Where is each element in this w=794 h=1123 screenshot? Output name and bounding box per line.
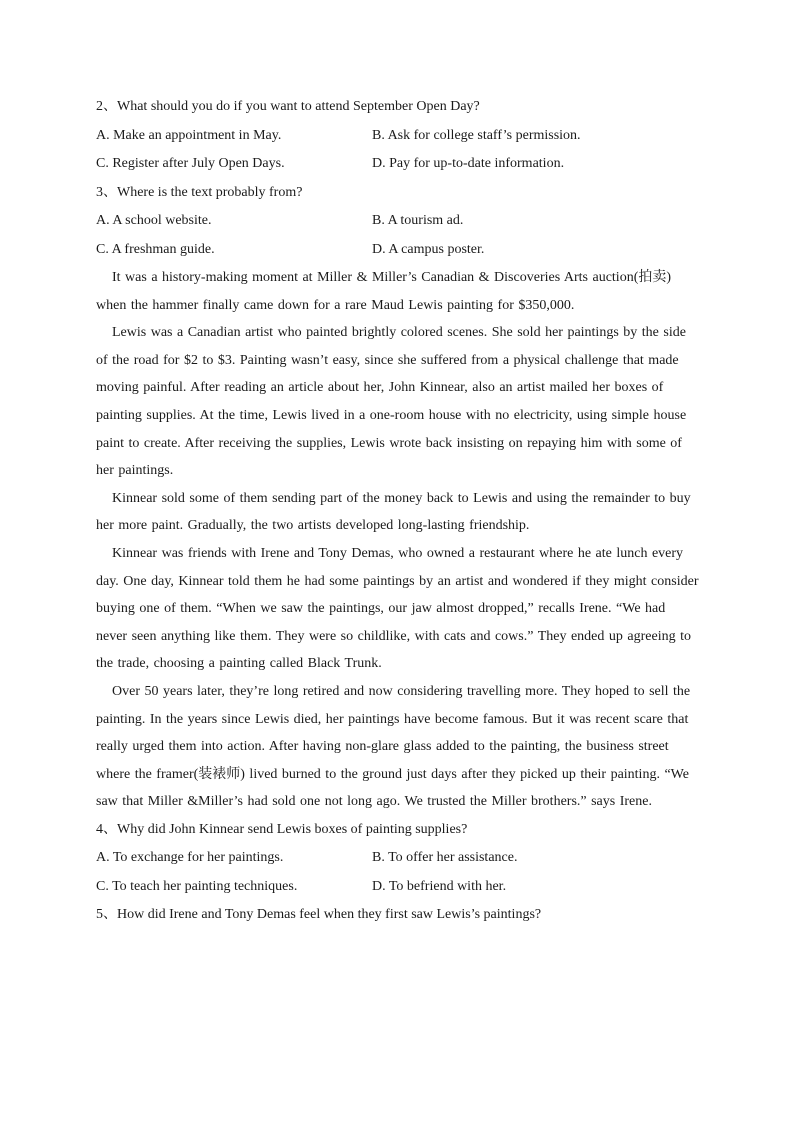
document-content [96,93,700,930]
question-4-options-row-1 [96,844,700,873]
passage-paragraph-1: It was a history-making moment at Miller & Miller’s Canadian & Discoveries Arts auction(拍卖) when the hammer finally came down for a rare Maud Lewis painting for $350,000. [96,270,672,313]
question-4: 4、Why did John Kinnear send Lewis boxes of painting supplies? [96,821,468,837]
passage-paragraph-4: Kinnear was friends with Irene and Tony Demas, who owned a restaurant where he ate lunch every day. One day, Kinnear told them he had some paintings by an artist and wondered if they might consider buying one of them. “When we saw the paintings, our jaw almost dropped,” recalls Irene. “We had never seen anything like them. They were so childlike, with cats and cows.” They ended up agreeing to the trade, choosing a painting called Black Trunk. [96,545,699,672]
question-2-option-c: C. Register after July Open Days. [96,156,285,171]
question-3-option-c: C. A freshman guide. [96,241,215,257]
question-2-option-b: B. Ask for college staff’s permission. [372,127,581,143]
question-4-option-a: A. To exchange for her paintings. [96,850,284,866]
question-2-option-d: D. Pay for up-to-date information. [372,156,565,171]
question-3-options-row-1 [96,207,700,236]
question-4-option-b: B. To offer her assistance. [372,850,518,866]
question-3-option-d: D. A campus poster. [372,241,485,257]
question-2-options-row-2 [96,150,700,179]
question-3-options-row-2 [96,236,700,265]
passage-paragraph-5: Over 50 years later, they’re long retired and now considering travelling more. They hoped to sell the painting. In the years since Lewis died, her paintings have become famous. But it was recent scare that really urged them into action. After having non-glare glass added to the painting, the business street where the framer(装裱师) lived burned to the ground just days after they picked up their painting. “We saw that Miller &Miller’s had sold one not long ago. We trusted the Miller brothers.” says Irene. [96,683,691,810]
passage-paragraph-2: Lewis was a Canadian artist who painted brightly colored scenes. She sold her paintings by the side of the road for $2 to $3. Painting wasn’t easy, since she suffered from a physical challenge that made moving painful. After reading an article about her, John Kinnear, also an artist mailed her boxes of painting supplies. At the time, Lewis lived in a one-room house with no electricity, using simple house paint to create. After receiving the supplies, Lewis wrote back insisting on repaying him with some of her paintings. [96,325,687,479]
question-2-options-row-1 [96,122,700,151]
passage-paragraph-3: Kinnear sold some of them sending part of the money back to Lewis and using the remainder to buy her more paint. Gradually, the two artists developed long-lasting friendship. [96,490,691,534]
question-4-option-c: C. To teach her painting techniques. [96,878,298,894]
question-3-option-b: B. A tourism ad. [372,213,464,228]
question-4-option-d: D. To befriend with her. [372,878,507,894]
question-3-option-a: A. A school website. [96,213,212,228]
question-2: 2、What should you do if you want to attend September Open Day? [96,99,480,114]
question-4-options-row-2 [96,873,700,902]
question-2-option-a: A. Make an appointment in May. [96,127,282,143]
question-5: 5、How did Irene and Tony Demas feel when they first saw Lewis’s paintings? [96,907,542,923]
question-3: 3、Where is the text probably from? [96,184,303,200]
